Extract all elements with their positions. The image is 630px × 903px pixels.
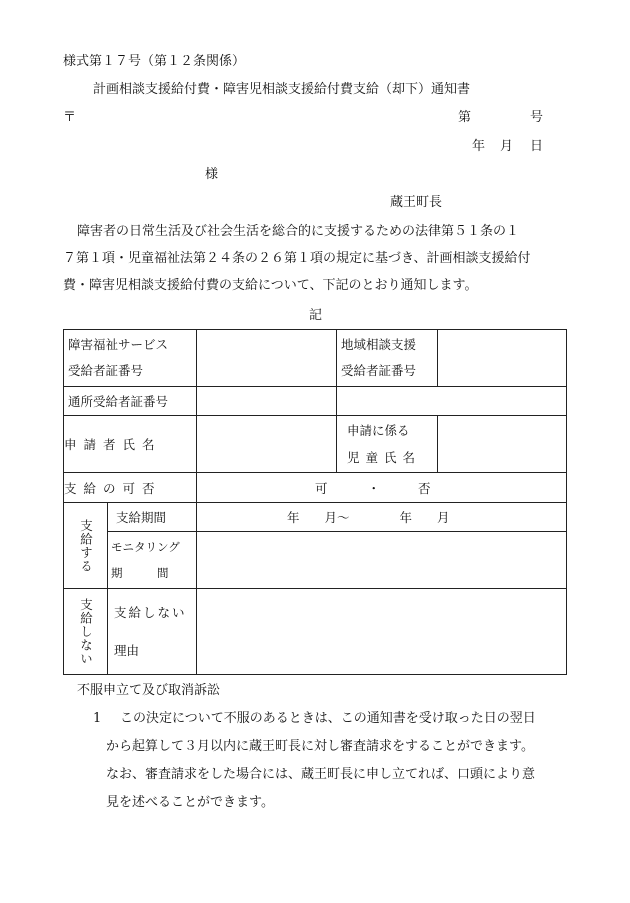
label-line: 支給しない bbox=[114, 604, 187, 620]
label-line: 申請に係る bbox=[347, 423, 410, 438]
welfare-number-cells bbox=[197, 330, 337, 387]
label-line: 受給者証番号 bbox=[68, 363, 144, 378]
date-month: 月 bbox=[500, 139, 514, 154]
reason-label bbox=[108, 589, 197, 675]
child-label bbox=[337, 416, 438, 473]
label-line: 期 間 bbox=[111, 566, 169, 580]
period-label: 支給期間 bbox=[108, 503, 197, 532]
day-number-blank bbox=[337, 387, 567, 416]
label-line: 受給者証番号 bbox=[341, 363, 417, 378]
day-number-label: 通所受給者証番号 bbox=[64, 387, 197, 416]
notice-table bbox=[63, 329, 567, 675]
doc-number-suffix: 号 bbox=[530, 110, 544, 125]
welfare-number-label bbox=[64, 330, 197, 387]
provide-label-text: 支給する bbox=[78, 518, 94, 573]
period-row bbox=[64, 503, 567, 532]
approval-row bbox=[64, 473, 567, 503]
label-line: 児童氏名 bbox=[347, 450, 422, 465]
doc-number-prefix: 第 bbox=[458, 110, 472, 125]
ki-heading: 記 bbox=[309, 308, 323, 323]
label-line: 障害福祉サービス bbox=[68, 337, 169, 352]
approval-label: 支給の可否 bbox=[64, 473, 197, 503]
appeal-line: 見を述べることができます。 bbox=[106, 795, 274, 810]
approval-dot: ・ bbox=[367, 480, 381, 496]
regional-number-label bbox=[337, 330, 438, 387]
applicant-row bbox=[64, 416, 567, 473]
intro-line: ７第１項・児童福祉法第２４条の２６第１項の規定に基づき、計画相談支援給付 bbox=[63, 251, 531, 266]
day-number-cells bbox=[197, 387, 337, 416]
date-year: 年 bbox=[472, 139, 486, 154]
label-line: モニタリング bbox=[111, 540, 180, 554]
child-value bbox=[438, 416, 567, 473]
date-day: 日 bbox=[530, 139, 544, 154]
not-provide-row bbox=[64, 589, 567, 675]
monitoring-label bbox=[108, 532, 197, 589]
reason-value bbox=[197, 589, 567, 675]
welfare-number-row bbox=[64, 330, 567, 387]
regional-number-cells bbox=[438, 330, 567, 387]
appeal-line: この決定について不服のあるときは、この通知書を受け取った日の翌日 bbox=[120, 711, 536, 726]
not-provide-label-text: 支給しない bbox=[78, 597, 94, 666]
appeal-line: から起算して３月以内に蔵王町長に対し審査請求をすることができます。 bbox=[106, 739, 534, 754]
appeal-item-number: 1 bbox=[93, 711, 102, 726]
appeal-line: なお、審査請求をした場合には、蔵王町長に申し立てれば、口頭により意 bbox=[106, 767, 536, 782]
approval-yes: 可 bbox=[315, 480, 328, 496]
approval-no: 否 bbox=[418, 480, 431, 496]
period-value: 年 月～ 年 月 bbox=[197, 503, 567, 532]
not-provide-label bbox=[64, 589, 108, 675]
applicant-label: 申請者氏名 bbox=[64, 416, 197, 473]
sender: 蔵王町長 bbox=[390, 195, 443, 210]
intro-line: 障害者の日常生活及び社会生活を総合的に支援するための法律第５１条の１ bbox=[77, 224, 520, 239]
label-line: 地域相談支援 bbox=[341, 337, 417, 352]
appeal-paragraph bbox=[106, 705, 576, 817]
intro-line: 費・障害児相談支援給付費の支給について、下記のとおり通知します。 bbox=[63, 278, 478, 293]
applicant-value bbox=[197, 416, 337, 473]
postal-mark: 〒 bbox=[63, 110, 77, 125]
recipient-suffix: 様 bbox=[205, 167, 219, 182]
appeal-heading: 不服申立て及び取消訴訟 bbox=[77, 683, 221, 698]
day-number-row bbox=[64, 387, 567, 416]
intro-paragraph bbox=[63, 218, 573, 299]
document-title: 計画相談支援給付費・障害児相談支援給付費支給（却下）通知書 bbox=[93, 82, 471, 97]
provide-label bbox=[64, 503, 108, 589]
label-line: 理由 bbox=[114, 642, 140, 658]
monitoring-value bbox=[197, 532, 567, 589]
form-number: 様式第１７号（第１２条関係） bbox=[63, 54, 246, 69]
monitoring-row bbox=[64, 532, 567, 589]
approval-value bbox=[197, 473, 567, 503]
